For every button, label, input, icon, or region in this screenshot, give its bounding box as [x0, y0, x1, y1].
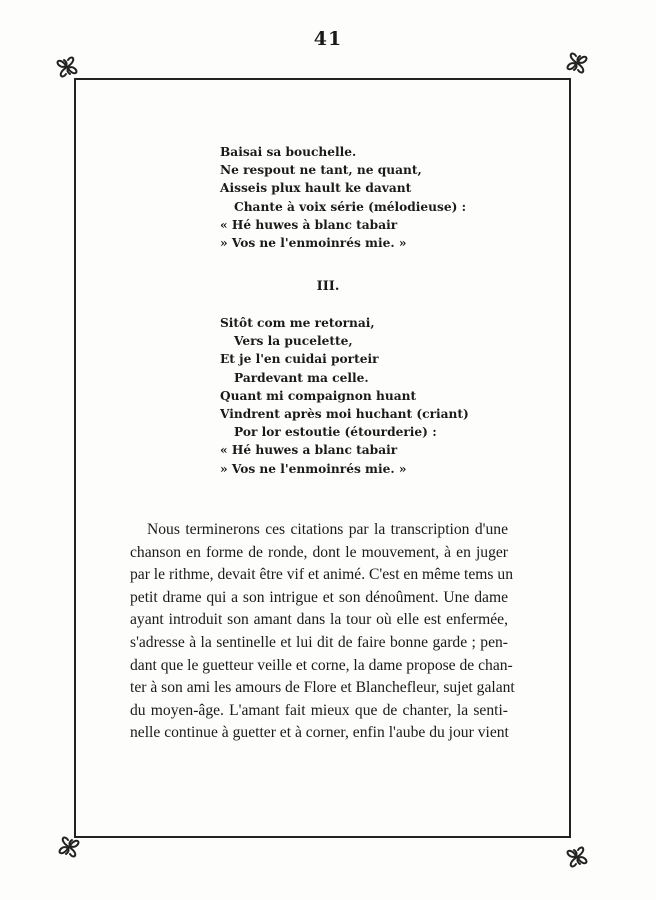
- verse-line: Vers la pucelette,: [234, 334, 353, 349]
- prose-line: ter à son ami les amours de Flore et Blanchefleur, sujet galant: [130, 679, 515, 697]
- verse-line: Pardevant ma celle.: [234, 370, 369, 385]
- verse-line: Ne respout ne tant, ne quant,: [220, 163, 422, 178]
- verse-line: Sitôt com me retornai,: [220, 316, 375, 330]
- prose-line: ayant introduit son amant dans la tour où elle est enfermée,: [130, 611, 508, 629]
- prose-line: Nous terminerons ces citations par la transcription d'une: [147, 521, 508, 538]
- verse-line: « Hé huwes à blanc tabair: [220, 217, 398, 232]
- prose-line: dant que le guetteur veille et corne, la dame propose de chan-: [130, 656, 513, 674]
- verse-line: Chante à voix série (mélodieuse) :: [234, 199, 467, 214]
- flourish-icon: [562, 48, 592, 78]
- prose-line: du moyen-âge. L'amant fait mieux que de chanter, la senti-: [130, 701, 508, 719]
- verse-line: Baisai sa bouchelle.: [220, 145, 357, 159]
- poem-stanza-iii: [220, 314, 480, 478]
- verse-line: Aisseis plux hault ke davant: [220, 181, 412, 196]
- verse-line: » Vos ne l'enmoinrés mie. »: [220, 461, 407, 476]
- page-number: 41: [313, 28, 343, 50]
- flourish-icon: [54, 832, 84, 862]
- verse-line: Quant mi compaignon huant: [220, 388, 417, 403]
- prose-paragraph: [130, 519, 515, 745]
- section-heading: III.: [316, 279, 340, 294]
- prose-line: petit drame qui a son intrigue et son dénoûment. Une dame: [130, 588, 508, 606]
- verse-line: Et je l'en cuidai porteir: [220, 352, 379, 367]
- verse-line: Por lor estoutie (étourderie) :: [234, 425, 437, 440]
- flourish-icon: [562, 842, 592, 872]
- verse-line: » Vos ne l'enmoinrés mie. »: [220, 235, 407, 250]
- flourish-icon: [52, 52, 82, 82]
- prose-line: par le rithme, devait être vif et animé. C'est en même tems un: [130, 566, 513, 584]
- prose-line: s'adresse à la sentinelle et lui dit de faire bonne garde ; pen-: [130, 633, 508, 651]
- poem-stanza-ii-end: [220, 143, 480, 252]
- verse-line: « Hé huwes a blanc tabair: [220, 443, 398, 458]
- verse-line: Vindrent après moi huchant (criant): [220, 406, 469, 421]
- prose-line: chanson en forme de ronde, dont le mouvement, à en juger: [130, 543, 508, 561]
- prose-line: nelle continue à guetter et à corner, enfin l'aube du jour vient: [130, 724, 509, 742]
